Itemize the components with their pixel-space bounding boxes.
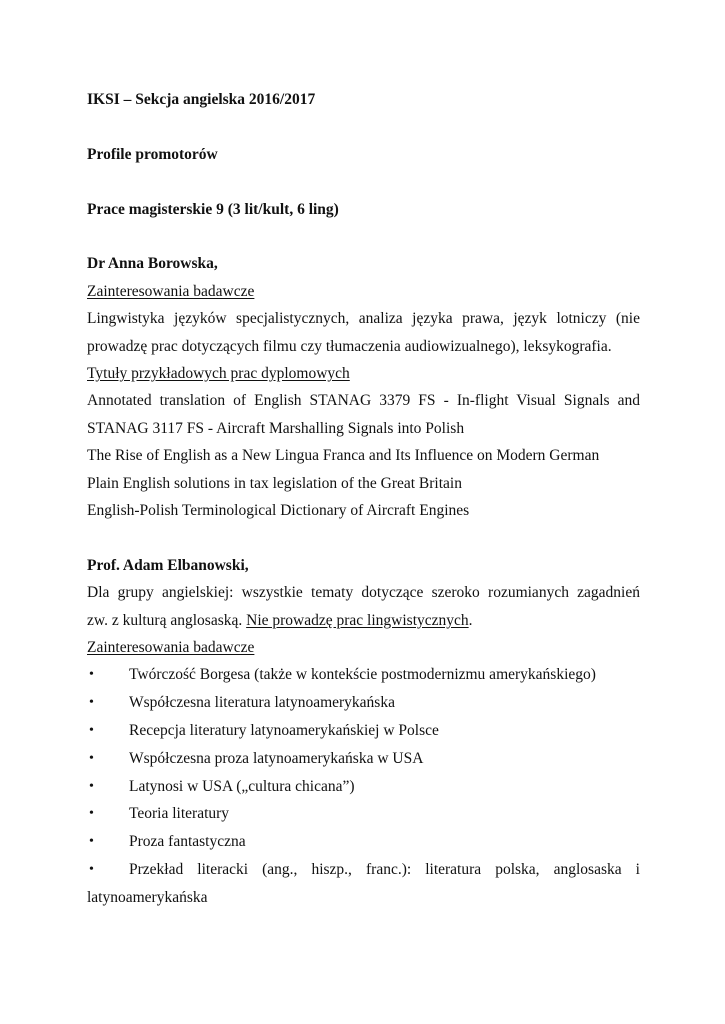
example-titles-label: Tytuły przykładowych prac dyplomowych xyxy=(87,365,350,383)
research-interests-label: Zainteresowania badawcze xyxy=(87,639,255,657)
list-item xyxy=(87,800,640,828)
no-linguistics-note: Nie prowadzę prac lingwistycznych xyxy=(246,611,469,629)
list-item-text: latynoamerykańska xyxy=(87,888,208,906)
list-item-text: Twórczość Borgesa (także w kontekście postmodernizmu amerykańskiego) xyxy=(129,666,596,684)
list-item xyxy=(87,689,640,717)
research-interests-text: Lingwistyka języków specjalistycznych, analiza języka prawa, język lotniczy (nie xyxy=(87,310,640,328)
spacer xyxy=(87,223,640,250)
list-item xyxy=(87,856,640,884)
bullet-icon: • xyxy=(89,806,94,822)
example-title: English-Polish Terminological Dictionary of Aircraft Engines xyxy=(87,502,470,520)
supervisor-note-text: zw. z kulturą anglosaską. xyxy=(87,611,247,629)
bullet-icon: • xyxy=(89,667,94,683)
supervisor-borowska xyxy=(87,250,640,524)
example-title: The Rise of English as a New Lingua Franca and Its Influence on Modern German xyxy=(87,447,600,465)
bullet-icon: • xyxy=(89,750,94,766)
supervisor-note xyxy=(87,607,640,634)
list-item-text: Proza fantastyczna xyxy=(129,833,246,851)
list-item-text: Przekład literacki (ang., hiszp., franc.): literatura polska, anglosaska i xyxy=(129,861,640,879)
document-subtitle: Profile promotorów xyxy=(87,145,218,163)
bullet-icon: • xyxy=(89,778,94,794)
list-item-text: Recepcja literatury latynoamerykańskiej w Polsce xyxy=(129,722,439,740)
document-page xyxy=(87,86,640,912)
list-item xyxy=(87,717,640,745)
spacer xyxy=(87,113,640,140)
theses-count: Prace magisterskie 9 (3 lit/kult, 6 ling) xyxy=(87,200,339,218)
spacer xyxy=(87,168,640,195)
supervisor-note-text: . xyxy=(468,611,473,629)
list-item-text: Współczesna proza latynoamerykańska w USA xyxy=(129,749,424,767)
example-title: STANAG 3117 FS - Aircraft Marshalling Signals into Polish xyxy=(87,419,465,437)
spacer xyxy=(87,524,640,551)
supervisor-note: Dla grupy angielskiej: wszystkie tematy dotyczące szeroko rozumianych zagadnień xyxy=(87,584,640,602)
bullet-icon: • xyxy=(89,695,94,711)
supervisor-name: Prof. Adam Elbanowski, xyxy=(87,556,249,574)
list-item-text: Latynosi w USA („cultura chicana”) xyxy=(129,777,355,795)
list-item xyxy=(87,661,640,689)
list-item xyxy=(87,745,640,773)
bullet-icon: • xyxy=(89,723,94,739)
research-interests-label: Zainteresowania badawcze xyxy=(87,282,255,300)
example-title: Plain English solutions in tax legislation of the Great Britain xyxy=(87,474,462,492)
list-item xyxy=(87,773,640,801)
supervisor-elbanowski xyxy=(87,552,640,912)
bullet-icon: • xyxy=(89,834,94,850)
list-item-text: Współczesna literatura latynoamerykańska xyxy=(129,694,395,712)
list-item-text: Teoria literatury xyxy=(129,805,230,823)
research-interests-text: prowadzę prac dotyczących filmu czy tłumaczenia audiowizualnego), leksykografia. xyxy=(87,337,612,355)
document-title: IKSI – Sekcja angielska 2016/2017 xyxy=(87,91,316,108)
bullet-icon: • xyxy=(89,862,94,878)
supervisor-name: Dr Anna Borowska, xyxy=(87,255,218,273)
example-title: Annotated translation of English STANAG 3379 FS - In-flight Visual Signals and xyxy=(87,392,640,410)
list-item xyxy=(87,828,640,856)
research-interests-list xyxy=(87,661,640,856)
